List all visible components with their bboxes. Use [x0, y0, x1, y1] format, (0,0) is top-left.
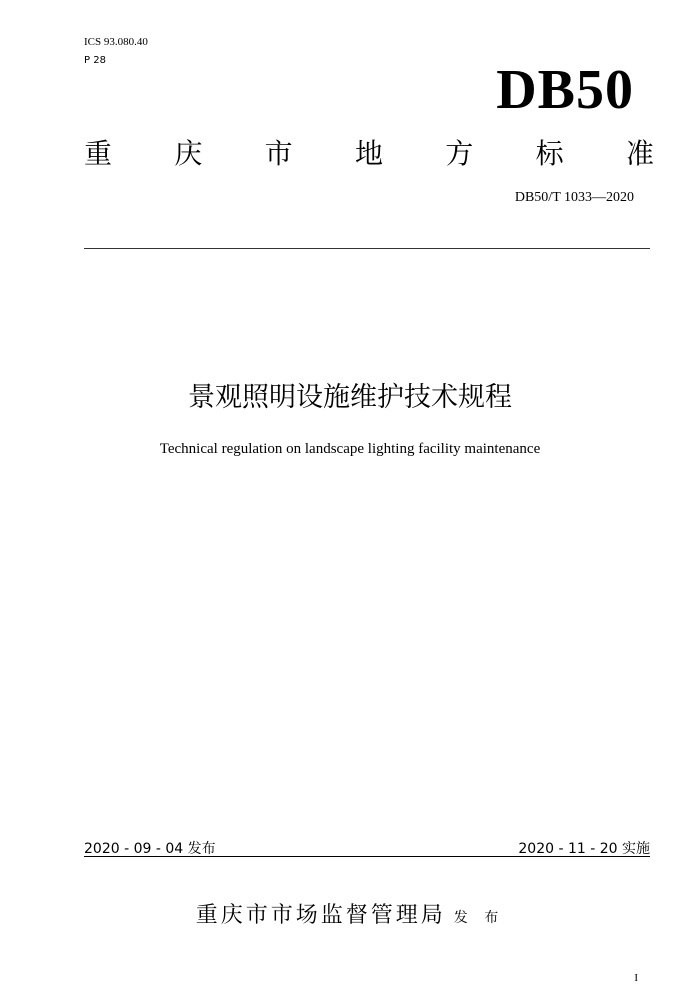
issue-date: 2020 - 09 - 04 发布: [84, 841, 216, 857]
footer-divider: [84, 856, 650, 857]
issuer-name: 重庆市市场监督管理局: [195, 903, 446, 928]
issuing-authority: [0, 898, 700, 929]
ics-code: ICS 93.080.40: [84, 36, 148, 48]
ccs-code: P 28: [84, 55, 106, 66]
implementation-date: 2020 - 11 - 20 实施: [518, 841, 650, 857]
standard-type-char: 标: [535, 137, 564, 170]
standard-type-char: 重: [84, 137, 113, 170]
standard-type-char: 准: [625, 137, 654, 170]
standard-type-char: 市: [264, 137, 293, 170]
header-divider: [84, 248, 650, 249]
page-number: I: [634, 972, 638, 984]
standard-number: DB50/T 1033—2020: [514, 190, 634, 205]
standard-code-logo: DB50: [496, 59, 634, 121]
document-title-chinese: 景观照明设施维护技术规程: [188, 382, 512, 413]
standard-type-char: 地: [354, 137, 383, 170]
standard-type-char: 方: [445, 137, 474, 170]
standard-type-char: 庆: [174, 137, 203, 170]
issuer-suffix: 发 布: [453, 910, 505, 926]
standard-type-heading: [84, 134, 654, 174]
document-title-english: Technical regulation on landscape lighting facility maintenance: [159, 441, 541, 457]
